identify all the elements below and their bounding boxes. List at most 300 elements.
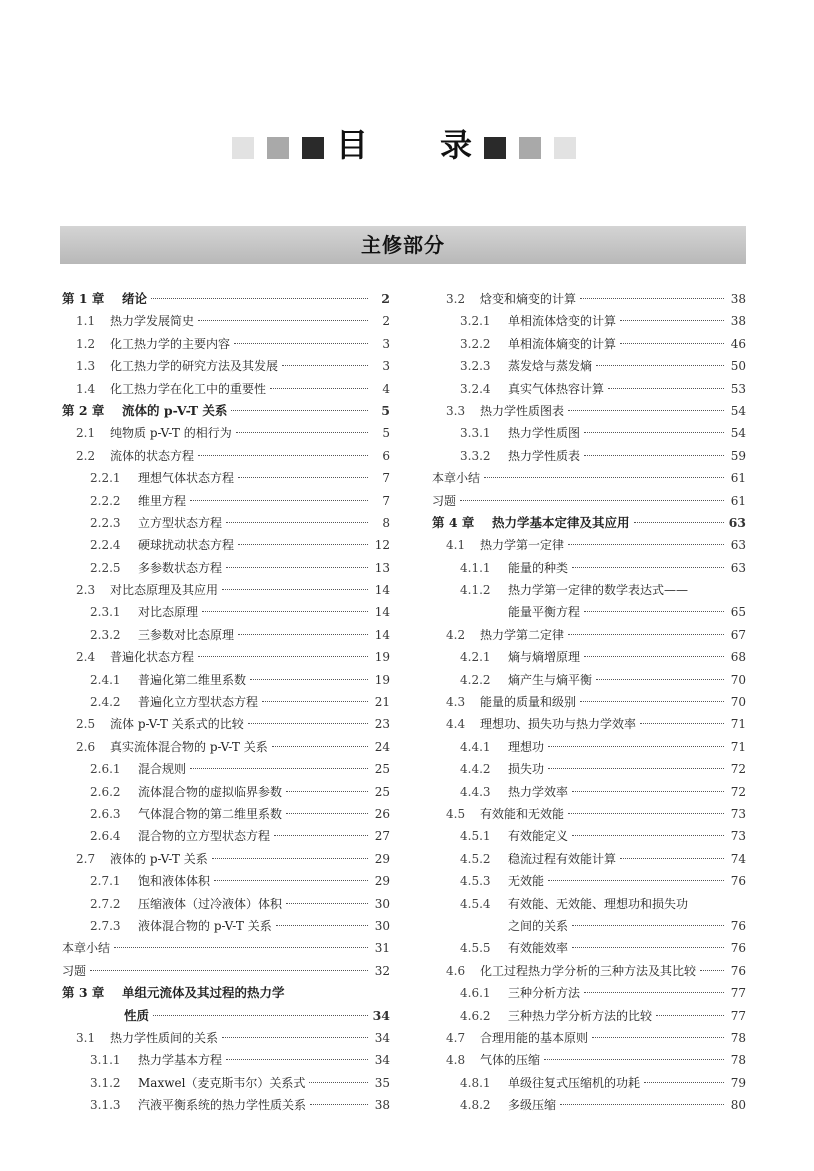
toc-entry-title: 多参数状态方程 [138, 560, 223, 575]
toc-entry-page: 19 [374, 672, 390, 687]
toc-entry[interactable] [432, 691, 746, 713]
toc-entry-title: Maxwel（麦克斯韦尔）关系式 [138, 1075, 306, 1090]
toc-entry-number: 3.3.1 [460, 426, 491, 441]
toc-entry[interactable] [62, 803, 390, 825]
toc-entry[interactable] [432, 669, 746, 691]
toc-entry-number: 4.6.2 [460, 1008, 491, 1023]
toc-entry-page: 72 [730, 762, 746, 777]
toc-entry-page: 38 [730, 314, 746, 329]
toc-entry[interactable] [62, 445, 390, 467]
toc-entry-number: 1.1 [76, 314, 96, 329]
toc-entry[interactable] [62, 848, 390, 870]
toc-entry-title: 三种分析方法 [508, 986, 581, 1001]
toc-entry-page: 59 [730, 448, 746, 463]
toc-entry[interactable] [432, 422, 746, 444]
toc-entry-page: 29 [374, 874, 390, 889]
toc-entry-page: 65 [730, 605, 746, 620]
toc-entry-title: 流体的状态方程 [110, 448, 195, 463]
toc-entry-title: 热力学第一定律 [480, 538, 565, 553]
toc-leader-dots [238, 634, 368, 635]
toc-entry[interactable] [62, 982, 390, 1004]
toc-entry-title: 对比态原理及其应用 [110, 583, 219, 598]
toc-entry-title: 理想功、损失功与热力学效率 [480, 717, 637, 732]
toc-entry-number: 1.3 [76, 359, 96, 374]
toc-leader-dots [212, 858, 368, 859]
toc-entry-title: 流体的 p-V-T 关系 [122, 402, 228, 418]
decor-square-icon [267, 137, 289, 159]
toc-entry-number: 4.1.2 [460, 583, 491, 598]
toc-entry-title: 热力学性质图表 [480, 403, 565, 418]
toc-entry-page: 14 [374, 583, 390, 598]
toc-entry-number: 第 1 章 [62, 291, 105, 306]
toc-leader-dots [190, 500, 368, 501]
toc-leader-dots [572, 925, 724, 926]
toc-entry-number: 4.5 [446, 806, 466, 821]
toc-entry-title: 习题 [62, 963, 87, 978]
toc-leader-dots [484, 477, 724, 478]
toc-entry-title: 热力学第二定律 [480, 627, 565, 642]
toc-entry[interactable] [62, 646, 390, 668]
toc-entry-title: 压缩液体（过冷液体）体积 [138, 896, 283, 911]
section-banner [60, 226, 746, 264]
toc-entry[interactable] [432, 1094, 746, 1116]
toc-entry-number: 2.6.2 [90, 784, 121, 799]
toc-entry-page: 70 [730, 695, 746, 710]
toc-entry-title: 三参数对比态原理 [138, 627, 235, 642]
toc-entry-title: 能量的种类 [508, 560, 569, 575]
toc-entry-title: 有效能、无效能、理想功和损失功 [508, 896, 689, 911]
toc-leader-dots [262, 701, 368, 702]
toc-entry-title: 流体 p-V-T 关系式的比较 [110, 717, 244, 732]
toc-entry-title: 蒸发焓与蒸发熵 [508, 359, 593, 374]
toc-entry-page: 30 [374, 896, 390, 911]
toc-entry[interactable] [432, 534, 746, 556]
toc-entry-page: 19 [374, 650, 390, 665]
toc-leader-dots [460, 500, 724, 501]
toc-entry-title: 液体混合物的 p-V-T 关系 [138, 918, 272, 933]
toc-entry-page: 38 [730, 292, 746, 306]
toc-entry[interactable] [432, 803, 746, 825]
toc-entry[interactable] [432, 915, 746, 937]
toc-entry-title: 能量的质量和级别 [480, 695, 577, 710]
toc-entry-title: 饱和液体体积 [138, 874, 211, 889]
toc-entry-title: 热力学性质图 [508, 426, 581, 441]
toc-entry-page: 80 [730, 1098, 746, 1113]
toc-leader-dots [272, 746, 368, 747]
toc-entry[interactable] [62, 333, 390, 355]
toc-entry-number: 2.7.2 [90, 896, 121, 911]
toc-entry-title: 无效能 [508, 874, 545, 889]
toc-entry[interactable] [432, 378, 746, 400]
toc-entry-number: 第 3 章 [62, 985, 105, 1001]
toc-entry[interactable] [62, 512, 390, 534]
title-char-1: 目 [336, 126, 369, 164]
toc-entry-number: 2.2.1 [90, 471, 121, 486]
toc-entry-page: 63 [730, 560, 746, 575]
toc-entry-title: 热力学基本定律及其应用 [492, 514, 630, 530]
toc-entry-title: 有效能效率 [508, 941, 569, 956]
toc-entry-page: 25 [374, 762, 390, 777]
toc-leader-dots [202, 611, 368, 612]
toc-leader-dots [568, 410, 724, 411]
toc-entry[interactable] [62, 937, 390, 959]
toc-entry-number: 4.4.3 [460, 784, 491, 799]
toc-leader-dots [580, 701, 724, 702]
toc-entry[interactable] [432, 467, 746, 489]
toc-leader-dots [584, 992, 724, 993]
toc-leader-dots [114, 947, 368, 948]
toc-entry-title: 损失功 [508, 762, 545, 777]
toc-entry-number: 4.2.1 [460, 650, 491, 665]
toc-entry-title: 热力学发展简史 [110, 314, 195, 329]
toc-entry-number: 2.7 [76, 851, 96, 866]
toc-entry-number: 4.8 [446, 1053, 466, 1068]
toc-entry[interactable] [432, 1049, 746, 1071]
toc-entry-title: 化工过程热力学分析的三种方法及其比较 [480, 963, 697, 978]
toc-leader-dots [236, 432, 368, 433]
toc-entry-number: 4.8.2 [460, 1098, 491, 1113]
toc-entry[interactable] [62, 1049, 390, 1071]
toc-leader-dots [238, 477, 368, 478]
toc-entry[interactable] [62, 781, 390, 803]
toc-entry-title: 纯物质 p-V-T 的相行为 [110, 426, 232, 441]
toc-entry-number: 3.1.3 [90, 1098, 121, 1113]
toc-entry[interactable] [432, 512, 746, 534]
toc-entry[interactable] [62, 893, 390, 915]
toc-entry-number: 2.2 [76, 448, 96, 463]
toc-entry[interactable] [62, 557, 390, 579]
toc-entry[interactable] [62, 624, 390, 646]
decor-square-icon [519, 137, 541, 159]
toc-entry-title: 单相流体焓变的计算 [508, 314, 617, 329]
toc-entry[interactable] [62, 534, 390, 556]
toc-entry-number: 2.1 [76, 426, 96, 441]
toc-entry-number: 3.1.1 [90, 1053, 121, 1068]
title-char-2: 录 [440, 126, 473, 164]
toc-entry-number: 3.2.2 [460, 336, 491, 351]
toc-entry-title: 化工热力学的研究方法及其发展 [110, 359, 279, 374]
toc-entry-page: 14 [374, 605, 390, 620]
toc-entry-page: 12 [374, 538, 390, 553]
toc-entry[interactable] [432, 646, 746, 668]
toc-entry[interactable] [432, 490, 746, 512]
toc-entry-page: 77 [730, 986, 746, 1001]
toc-entry-page: 76 [730, 963, 746, 978]
toc-leader-dots [90, 970, 368, 971]
toc-entry[interactable] [62, 422, 390, 444]
toc-entry-number: 4.5.1 [460, 829, 491, 844]
toc-entry-title: 有效能定义 [508, 829, 569, 844]
toc-entry[interactable] [62, 378, 390, 400]
decor-square-icon [232, 137, 254, 159]
toc-entry-number: 2.2.3 [90, 515, 121, 530]
toc-entry-page: 34 [372, 1007, 390, 1023]
toc-entry[interactable] [62, 1005, 390, 1027]
toc-entry-number: 4.6 [446, 963, 466, 978]
toc-entry-page: 30 [374, 918, 390, 933]
toc-entry[interactable] [432, 355, 746, 377]
toc-entry-page: 76 [730, 874, 746, 889]
toc-entry-title: 维里方程 [138, 493, 187, 508]
toc-leader-dots [640, 723, 724, 724]
toc-entry-page: 50 [730, 359, 746, 374]
toc-entry-number: 4.3 [446, 695, 466, 710]
toc-entry-title: 稳流过程有效能计算 [508, 851, 617, 866]
toc-entry-page: 29 [374, 851, 390, 866]
toc-entry[interactable] [62, 579, 390, 601]
toc-leader-dots [234, 343, 368, 344]
toc-entry[interactable] [432, 557, 746, 579]
toc-entry-title: 汽液平衡系统的热力学性质关系 [138, 1098, 307, 1113]
toc-entry-title: 气体的压缩 [480, 1053, 541, 1068]
toc-entry[interactable] [62, 825, 390, 847]
toc-entry-number: 4.6.1 [460, 986, 491, 1001]
toc-leader-dots [548, 746, 724, 747]
toc-entry[interactable] [62, 691, 390, 713]
toc-entry-number: 2.6.4 [90, 829, 121, 844]
toc-entry-page: 53 [730, 381, 746, 396]
toc-entry-page: 7 [382, 493, 390, 508]
toc-entry[interactable] [432, 624, 746, 646]
toc-entry[interactable] [432, 937, 746, 959]
toc-entry[interactable] [432, 333, 746, 355]
toc-entry[interactable] [432, 310, 746, 332]
toc-entry-title: 热力学第一定律的数学表达式—— [508, 583, 689, 598]
toc-entry-title: 真实气体热容计算 [508, 381, 605, 396]
toc-entry-number: 4.5.4 [460, 896, 491, 911]
toc-leader-dots [596, 365, 724, 366]
toc-entry-page: 63 [730, 538, 746, 553]
toc-entry-page: 73 [730, 829, 746, 844]
toc-entry-title: 能量平衡方程 [508, 605, 581, 620]
toc-entry[interactable] [432, 579, 746, 601]
toc-entry-title: 对比态原理 [138, 605, 199, 620]
toc-entry-number: 3.2.3 [460, 359, 491, 374]
toc-entry[interactable] [432, 848, 746, 870]
toc-leader-dots [282, 365, 368, 366]
toc-entry-title: 硬球扰动状态方程 [138, 538, 235, 553]
toc-leader-dots [620, 320, 724, 321]
toc-entry-page: 34 [374, 1053, 390, 1068]
toc-entry-number: 2.2.2 [90, 493, 121, 508]
toc-entry-number: 4.5.3 [460, 874, 491, 889]
toc-entry-title: 熵与熵增原理 [508, 650, 581, 665]
toc-leader-dots [620, 858, 724, 859]
toc-entry[interactable] [432, 736, 746, 758]
toc-entry[interactable] [62, 1027, 390, 1049]
toc-entry-title: 普遍化状态方程 [110, 650, 195, 665]
toc-entry[interactable] [432, 825, 746, 847]
toc-entry-page: 5 [382, 426, 390, 441]
toc-entry[interactable] [432, 1027, 746, 1049]
toc-entry-number: 4.2 [446, 627, 466, 642]
toc-leader-dots [198, 656, 368, 657]
toc-entry-title: 热力学效率 [508, 784, 569, 799]
toc-entry-number: 第 4 章 [432, 514, 475, 530]
toc-entry-title: 理想气体状态方程 [138, 471, 235, 486]
toc-leader-dots [153, 1015, 368, 1016]
toc-leader-dots [222, 1037, 368, 1038]
toc-entry[interactable] [62, 601, 390, 623]
toc-entry-page: 78 [730, 1053, 746, 1068]
decor-square-icon [484, 137, 506, 159]
toc-entry-page: 27 [374, 829, 390, 844]
toc-entry-title: 热力学性质表 [508, 448, 581, 463]
toc-leader-dots [572, 567, 724, 568]
toc-entry-number: 2.6.3 [90, 806, 121, 821]
toc-entry-page: 32 [374, 963, 390, 978]
toc-entry-title: 本章小结 [432, 471, 481, 486]
toc-entry-page: 46 [730, 336, 746, 351]
toc-leader-dots [226, 1059, 368, 1060]
toc-entry[interactable] [432, 893, 746, 915]
toc-leader-dots [309, 1082, 368, 1083]
toc-entry[interactable] [62, 310, 390, 332]
toc-entry-number: 2.6 [76, 739, 96, 754]
toc-entry[interactable] [432, 445, 746, 467]
toc-leader-dots [634, 522, 724, 523]
toc-entry-title: 真实流体混合物的 p-V-T 关系 [110, 739, 268, 754]
toc-leader-dots [274, 835, 368, 836]
toc-leader-dots [572, 947, 724, 948]
toc-entry[interactable] [62, 736, 390, 758]
toc-leader-dots [584, 611, 724, 612]
toc-entry-page: 3 [382, 359, 390, 374]
toc-leader-dots [226, 522, 368, 523]
toc-entry[interactable] [432, 870, 746, 892]
toc-entry-title: 之间的关系 [508, 918, 569, 933]
toc-leader-dots [548, 880, 724, 881]
toc-entry[interactable] [432, 982, 746, 1004]
toc-entry-page: 35 [374, 1075, 390, 1090]
toc-entry-page: 67 [730, 627, 746, 642]
toc-entry[interactable] [62, 400, 390, 422]
toc-entry-page: 6 [382, 448, 390, 463]
toc-entry[interactable] [62, 288, 390, 310]
toc-entry[interactable] [62, 490, 390, 512]
toc-leader-dots [548, 768, 724, 769]
toc-leader-dots [248, 723, 368, 724]
toc-entry[interactable] [432, 601, 746, 623]
toc-entry-number: 3.2.4 [460, 381, 491, 396]
toc-entry-title: 有效能和无效能 [480, 806, 565, 821]
toc-entry-page: 25 [374, 784, 390, 799]
toc-entry-page: 8 [382, 515, 390, 530]
toc-leader-dots [276, 925, 368, 926]
toc-leader-dots [190, 768, 368, 769]
toc-leader-dots [580, 298, 724, 299]
toc-entry-number: 4.1 [446, 538, 466, 553]
toc-entry[interactable] [62, 915, 390, 937]
toc-leader-dots [226, 567, 368, 568]
toc-entry-page: 54 [730, 403, 746, 418]
toc-entry-page: 68 [730, 650, 746, 665]
toc-entry[interactable] [62, 467, 390, 489]
toc-entry[interactable] [432, 1005, 746, 1027]
toc-entry-title: 单相流体熵变的计算 [508, 336, 617, 351]
toc-entry[interactable] [432, 400, 746, 422]
toc-entry-number: 4.5.2 [460, 851, 491, 866]
toc-entry-title: 熵产生与熵平衡 [508, 672, 593, 687]
toc-entry-page: 23 [374, 717, 390, 732]
toc-entry-number: 3.2.1 [460, 314, 491, 329]
toc-entry-page: 70 [730, 672, 746, 687]
toc-entry-number: 4.5.5 [460, 941, 491, 956]
toc-entry-title: 混合物的立方型状态方程 [138, 829, 271, 844]
toc-entry-page: 14 [374, 627, 390, 642]
toc-entry-number: 3.3 [446, 403, 466, 418]
toc-entry-page: 21 [374, 695, 390, 710]
toc-entry-title: 气体混合物的第二维里系数 [138, 806, 283, 821]
toc-entry-page: 2 [382, 314, 390, 329]
toc-leader-dots [584, 455, 724, 456]
toc-entry[interactable] [62, 960, 390, 982]
toc-leader-dots [560, 1104, 724, 1105]
decor-square-icon [302, 137, 324, 159]
toc-entry-page: 3 [382, 336, 390, 351]
toc-entry[interactable] [432, 758, 746, 780]
toc-entry[interactable] [432, 781, 746, 803]
toc-leader-dots [310, 1104, 368, 1105]
toc-leader-dots [568, 544, 724, 545]
toc-leader-dots [608, 388, 724, 389]
toc-entry-page: 79 [730, 1075, 746, 1090]
toc-entry[interactable] [62, 713, 390, 735]
decor-square-icon [554, 137, 576, 159]
toc-entry-page: 76 [730, 941, 746, 956]
toc-entry-page: 71 [730, 717, 746, 732]
toc-entry[interactable] [62, 1094, 390, 1116]
toc-entry-number: 4.7 [446, 1030, 466, 1045]
toc-entry[interactable] [62, 870, 390, 892]
toc-entry[interactable] [432, 960, 746, 982]
toc-entry-title: 焓变和熵变的计算 [480, 292, 577, 306]
toc-entry[interactable] [62, 758, 390, 780]
toc-entry-number: 3.1 [76, 1030, 96, 1045]
toc-entry-page: 34 [374, 1030, 390, 1045]
toc-entry[interactable] [62, 669, 390, 691]
toc-leader-dots [151, 298, 368, 299]
toc-entry[interactable] [432, 1072, 746, 1094]
toc-entry-number: 4.4 [446, 717, 466, 732]
toc-leader-dots [231, 410, 368, 411]
toc-entry-number: 4.4.2 [460, 762, 491, 777]
toc-entry-page: 77 [730, 1008, 746, 1023]
toc-entry[interactable] [62, 355, 390, 377]
page-title [0, 126, 814, 167]
toc-leader-dots [198, 455, 368, 456]
toc-entry-number: 2.3.2 [90, 627, 121, 642]
toc-leader-dots [584, 656, 724, 657]
toc-entry-title: 单组元流体及其过程的热力学 [122, 985, 285, 1001]
toc-leader-dots [238, 544, 368, 545]
toc-entry[interactable] [62, 1072, 390, 1094]
toc-leader-dots [592, 1037, 724, 1038]
toc-leader-dots [270, 388, 368, 389]
toc-entry-number: 2.4.2 [90, 695, 121, 710]
toc-entry[interactable] [432, 713, 746, 735]
toc-entry-title: 习题 [432, 493, 457, 508]
toc-entry-number: 4.4.1 [460, 739, 491, 754]
toc-entry[interactable] [432, 288, 746, 310]
toc-entry-number: 2.7.3 [90, 918, 121, 933]
toc-entry-page: 73 [730, 806, 746, 821]
toc-entry-page: 63 [728, 514, 746, 530]
toc-entry-title: 液体的 p-V-T 关系 [110, 851, 208, 866]
toc-entry-number: 2.6.1 [90, 762, 121, 777]
toc-entry-number: 2.5 [76, 717, 96, 732]
toc-entry-title: 理想功 [508, 739, 545, 754]
